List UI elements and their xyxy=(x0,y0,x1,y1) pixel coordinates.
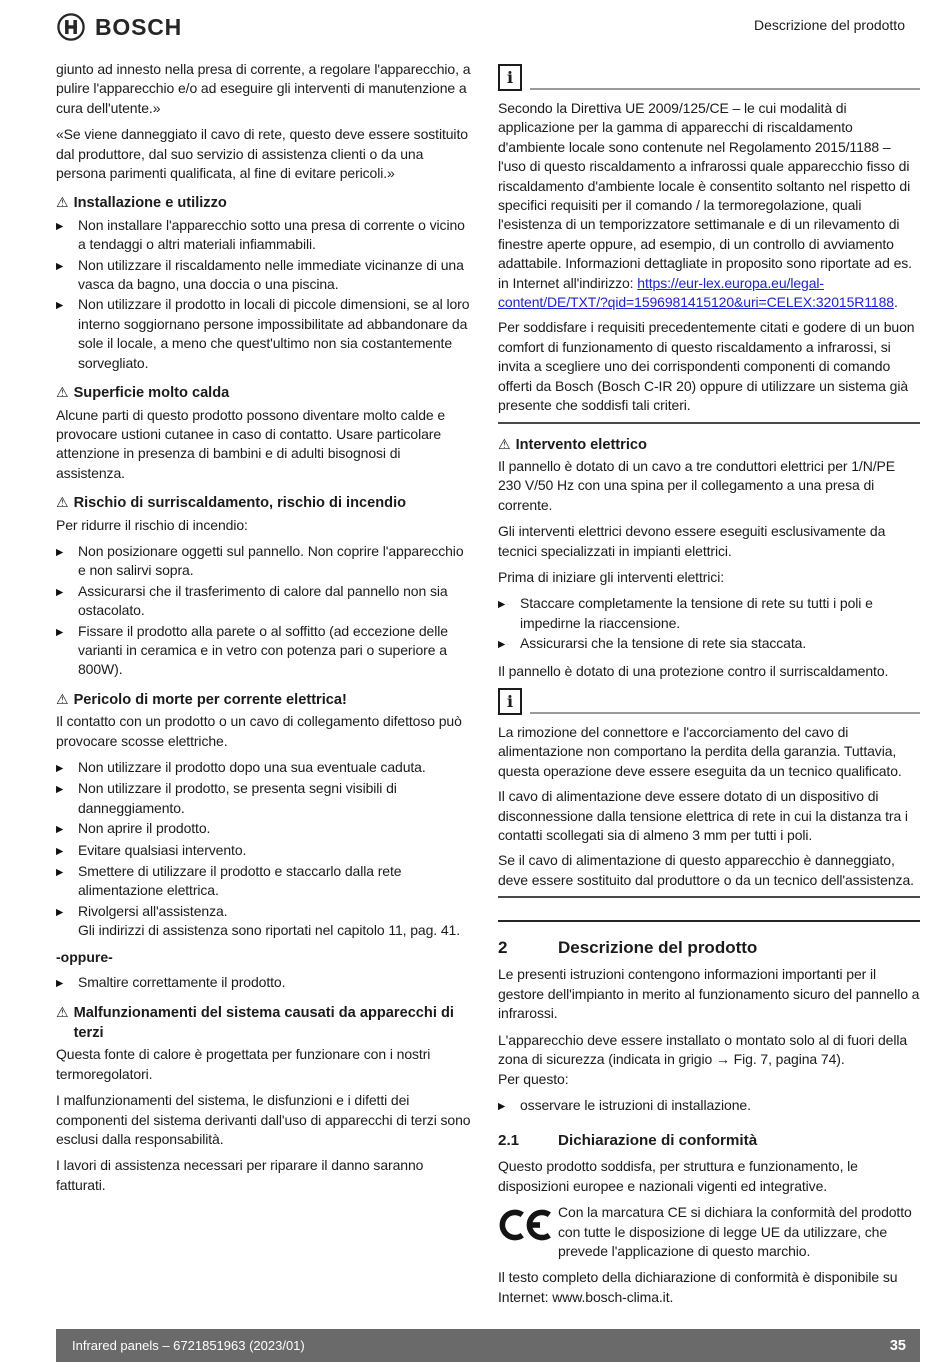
bullet-item xyxy=(56,542,472,581)
header-brand xyxy=(56,12,182,42)
section-divider xyxy=(498,920,920,922)
info-note xyxy=(498,688,920,898)
paragraph xyxy=(498,99,920,312)
warning-heading-label: Intervento elettrico xyxy=(515,436,647,453)
bullet-text xyxy=(78,622,472,680)
warning-icon: ⚠ xyxy=(56,385,69,402)
bullet-label: Assicurarsi che la tensione di rete sia staccata. xyxy=(520,635,807,652)
note-rule xyxy=(530,712,920,714)
bosch-logo-icon xyxy=(56,12,86,42)
warning-icon: ⚠ xyxy=(498,436,511,453)
bullet-text xyxy=(78,862,472,901)
section-number: 2.1 xyxy=(498,1132,520,1150)
paragraph: Per soddisfare i requisiti precedentemente citati e godere di un buon comfort di funzionamento di questo riscaldamento a infrarossi, si invita a scegliere uno dei corrispondenti componenti di comando offerti da Bosch (Bosch C-IR 20) oppure di utilizzare un sistema già presente che soddisfi tali criteri. xyxy=(498,319,915,414)
bullet-list xyxy=(498,594,920,654)
info-icon: i xyxy=(498,64,522,91)
bullet-label: Fissare il prodotto alla parete o al soffitto (ad eccezione delle varianti in ceramica e in vetro con potenza pari o superiore a 800W). xyxy=(78,622,448,678)
info-note-header xyxy=(498,688,920,715)
bullet-item xyxy=(498,1096,920,1116)
bullet-item xyxy=(56,582,472,621)
bullet-list xyxy=(498,1096,920,1116)
bullet-item xyxy=(498,634,920,654)
bullet-text xyxy=(78,758,472,778)
paragraph: Alcune parti di questo prodotto possono diventare molto calde e provocare ustioni cutanee in caso di contatto. Usare particolare attenzione in presenza di bambini e di adulti bisognosi di assistenza. xyxy=(56,406,446,481)
bullet-icon: ▶ xyxy=(56,626,64,638)
bullet-text xyxy=(78,841,472,861)
bullet-item xyxy=(56,295,472,373)
warning-heading xyxy=(56,494,472,513)
bold-line: -oppure- xyxy=(56,948,113,965)
bullet-item xyxy=(56,216,472,255)
ce-mark-icon xyxy=(498,1203,558,1261)
bullet-icon: ▶ xyxy=(56,978,64,990)
text-segment: . xyxy=(893,294,898,311)
bullet-icon: ▶ xyxy=(498,599,506,611)
bullet-icon: ▶ xyxy=(56,763,64,774)
bullet-icon: ▶ xyxy=(56,220,64,232)
eur-lex-link[interactable]: https://eur-lex.europa.eu/legal-content/DE/TXT/?qid=1596981415120&uri=CELEX:32015R1188 xyxy=(498,274,894,311)
bullet-text xyxy=(78,582,472,621)
info-icon: i xyxy=(498,688,522,715)
note-end-rule xyxy=(498,896,920,898)
bullet-text xyxy=(520,634,920,654)
ce-text: Con la marcatura CE si dichiara la conformità del prodotto con tutte le disposizione di legge UE da utilizzare, che prevede l'applicazione di questo marchio. xyxy=(558,1204,912,1259)
bullet-item xyxy=(56,973,472,993)
bullet-icon: ▶ xyxy=(56,824,64,836)
bullet-icon: ▶ xyxy=(56,784,64,796)
paragraph: L'apparecchio deve essere installato o montato solo al di fuori della zona di sicurezza (indicata in grigio → Fig. 7, pagina 74). xyxy=(498,1031,908,1068)
info-note-header xyxy=(498,64,920,91)
warning-heading xyxy=(56,384,472,403)
bullet-text xyxy=(78,542,472,581)
bullet-label: Evitare qualsiasi intervento. xyxy=(78,841,247,858)
bullet-label: Non utilizzare il prodotto dopo una sua eventuale caduta. xyxy=(78,759,426,775)
bullet-text xyxy=(78,216,472,255)
bullet-icon: ▶ xyxy=(56,867,64,879)
paragraph: I malfunzionamenti del sistema, le disfunzioni e i difetti dei componenti del sistema derivanti dall'uso di apparecchi di terzi sono esclusi dalla responsabilità. xyxy=(56,1092,471,1147)
paragraph: «Se viene danneggiato il cavo di rete, questo deve essere sostituito dal produttore, dal suo servizio di assistenza clienti o da una persona parimenti qualificata, al fine di evitare pericoli.» xyxy=(56,126,468,182)
paragraph: Questa fonte di calore è progettata per funzionare con i nostri termoregolatori. xyxy=(56,1046,431,1082)
left-column xyxy=(56,60,472,1202)
bullet-item xyxy=(56,902,472,941)
paragraph: Per ridurre il rischio di incendio: xyxy=(56,516,248,533)
paragraph: Il cavo di alimentazione deve essere dotato di un dispositivo di disconnessione dalla tensione elettrica di rete in cui la distanza tra i contatti scollegati sia di almeno 3 mm per tutti i poli. xyxy=(498,788,908,843)
paragraph: Il pannello è dotato di una protezione contro il surriscaldamento. xyxy=(498,662,889,679)
bullet-icon: ▶ xyxy=(56,260,64,272)
paragraph: Le presenti istruzioni contengono informazioni importanti per il gestore dell'impianto in merito al funzionamento sicuro del pannello a infrarossi. xyxy=(498,966,920,1022)
bullet-icon: ▶ xyxy=(56,906,64,918)
bullet-label: osservare le istruzioni di installazione. xyxy=(520,1096,751,1113)
paragraph: La rimozione del connettore e l'accorciamento del cavo di alimentazione non comportano la perdita della garanzia. Tuttavia, questa operazione deve essere eseguita da un tecnico qualificato. xyxy=(498,723,902,779)
bullet-label: Staccare completamente la tensione di rete su tutti i poli e impedirne la riaccensione. xyxy=(520,595,873,631)
warning-heading-label: Superficie molto calda xyxy=(73,385,230,402)
bullet-icon: ▶ xyxy=(498,1100,506,1112)
section-number: 2 xyxy=(498,938,508,958)
warning-icon: ⚠ xyxy=(56,495,69,512)
warning-heading-label: Pericolo di morte per corrente elettrica! xyxy=(73,691,347,708)
paragraph: Gli interventi elettrici devono essere eseguiti esclusivamente da tecnici specializzati in impianti elettrici. xyxy=(498,523,886,559)
warning-icon: ⚠ xyxy=(56,691,69,708)
bullet-label: Rivolgersi all'assistenza. xyxy=(78,902,228,919)
warning-heading xyxy=(56,1004,472,1043)
bullet-text xyxy=(520,594,920,633)
bullet-list xyxy=(56,216,472,373)
note-end-rule xyxy=(498,422,920,424)
bullet-label: Non utilizzare il prodotto in locali di piccole dimensioni, se al loro interno soggiornano persone impossibilitate ad abbandonare da sole il locale, a meno che quest'ultimo non sia costantemente sorvegliato. xyxy=(78,296,470,371)
bullet-icon: ▶ xyxy=(56,300,64,312)
bullet-sub-line: Gli indirizzi di assistenza sono riportati nel capitolo 11, pag. 41. xyxy=(78,922,461,939)
bullet-label: Non posizionare oggetti sul pannello. Non coprire l'apparecchio e non salirvi sopra. xyxy=(78,542,464,579)
bullet-icon: ▶ xyxy=(56,845,64,857)
bullet-item xyxy=(56,779,472,818)
footer-page-number: 35 xyxy=(889,1337,906,1354)
page-header-title: Descrizione del prodotto xyxy=(754,17,905,33)
bullet-item xyxy=(56,256,472,295)
bullet-item xyxy=(56,758,472,778)
bullet-item xyxy=(56,819,472,839)
bullet-item xyxy=(56,841,472,861)
section-title: Descrizione del prodotto xyxy=(558,938,758,958)
ce-declaration xyxy=(498,1203,920,1261)
bullet-item xyxy=(56,862,472,901)
bullet-list xyxy=(56,758,472,941)
paragraph: Il testo completo della dichiarazione di conformità è disponibile su Internet: www.bosch-clima.it. xyxy=(498,1269,898,1305)
warning-heading-label: Installazione e utilizzo xyxy=(73,195,227,212)
bullet-text xyxy=(78,973,472,993)
bullet-label: Non installare l'apparecchio sotto una presa di corrente o vicino a tendaggi o altri materiali infiammabili. xyxy=(78,216,465,253)
warning-heading-label: Rischio di surriscaldamento, rischio di incendio xyxy=(73,495,407,512)
bullet-text xyxy=(78,256,472,295)
warning-icon: ⚠ xyxy=(56,1005,69,1022)
footer-doc-id: Infrared panels – 6721851963 (2023/01) xyxy=(72,1338,305,1353)
section-heading xyxy=(498,1131,920,1150)
bullet-label: Smaltire correttamente il prodotto. xyxy=(78,974,286,991)
paragraph: Se il cavo di alimentazione di questo apparecchio è danneggiato, deve essere sostituito dal produttore o da un tecnico dell'assistenza. xyxy=(498,852,914,888)
bullet-icon: ▶ xyxy=(498,639,506,651)
bullet-text xyxy=(78,295,472,373)
paragraph: I lavori di assistenza necessari per riparare il danno saranno fatturati. xyxy=(56,1157,424,1193)
paragraph: Il contatto con un prodotto o un cavo di collegamento difettoso può provocare scosse elettriche. xyxy=(56,713,462,749)
bullet-item xyxy=(498,594,920,633)
bullet-text xyxy=(78,819,472,839)
warning-heading xyxy=(56,691,472,710)
bullet-label: Non utilizzare il prodotto, se presenta segni visibili di danneggiamento. xyxy=(78,780,397,816)
bullet-icon: ▶ xyxy=(56,546,64,558)
footer-bar xyxy=(56,1329,920,1362)
bullet-text xyxy=(78,902,472,941)
bullet-list xyxy=(56,542,472,680)
right-column xyxy=(498,60,920,1314)
bullet-text xyxy=(78,779,472,818)
bullet-icon: ▶ xyxy=(56,586,64,598)
warning-icon: ⚠ xyxy=(56,195,69,212)
text-segment: Secondo la Direttiva UE 2009/125/CE – le cui modalità di applicazione per la gamma di apparecchi di riscaldamento d'ambiente locale sono contenute nel Regolamento 2015/1188 – l'uso di questo riscaldamento a infrarossi quale apparecchio fisso di riscaldamento d'ambiente locale è consentito soltanto nel rispetto di specifici requisiti per il comando / la termoregolazione, quali l'esistenza di un temporizzatore settimanale e di un rilevamento di finestre aperte oppure, ad esempio, di un controllo di avviamento adattabile. Informazioni dettagliate in proposito sono riportate ad es. in Internet all'indirizzo: xyxy=(498,100,912,291)
bullet-label: Non aprire il prodotto. xyxy=(78,820,211,837)
warning-heading-label: Malfunzionamenti del sistema causati da apparecchi di terzi xyxy=(73,1005,454,1041)
warning-heading xyxy=(498,436,920,455)
bullet-label: Smettere di utilizzare il prodotto e staccarlo dalla rete alimentazione elettrica. xyxy=(78,863,402,899)
bullet-list xyxy=(56,973,472,993)
section-heading xyxy=(498,937,920,958)
paragraph: giunto ad innesto nella presa di corrente, a regolare l'apparecchio, a pulire l'apparecchio e/o ad eseguire gli interventi di manutenzione a cura dell'utente.» xyxy=(56,61,471,116)
note-rule xyxy=(530,88,920,90)
paragraph: Per questo: xyxy=(498,1070,569,1087)
bullet-item xyxy=(56,622,472,680)
warning-heading xyxy=(56,194,472,213)
section-title: Dichiarazione di conformità xyxy=(558,1132,758,1150)
brand-text: BOSCH xyxy=(95,13,183,40)
bullet-text xyxy=(520,1096,920,1116)
paragraph: Questo prodotto soddisfa, per struttura e funzionamento, le disposizioni europee e nazionali vigenti ed integrative. xyxy=(498,1158,858,1194)
paragraph: Prima di iniziare gli interventi elettrici: xyxy=(498,568,725,585)
paragraph: Il pannello è dotato di un cavo a tre conduttori elettrici per 1/N/PE 230 V/50 Hz con una spina per il collegamento a una presa di corrente. xyxy=(498,457,896,513)
bullet-label: Non utilizzare il riscaldamento nelle immediate vicinanze di una vasca da bagno, una doccia o una piscina. xyxy=(78,256,464,293)
info-note xyxy=(498,64,920,424)
bullet-label: Assicurarsi che il trasferimento di calore dal pannello non sia ostacolato. xyxy=(78,582,448,619)
